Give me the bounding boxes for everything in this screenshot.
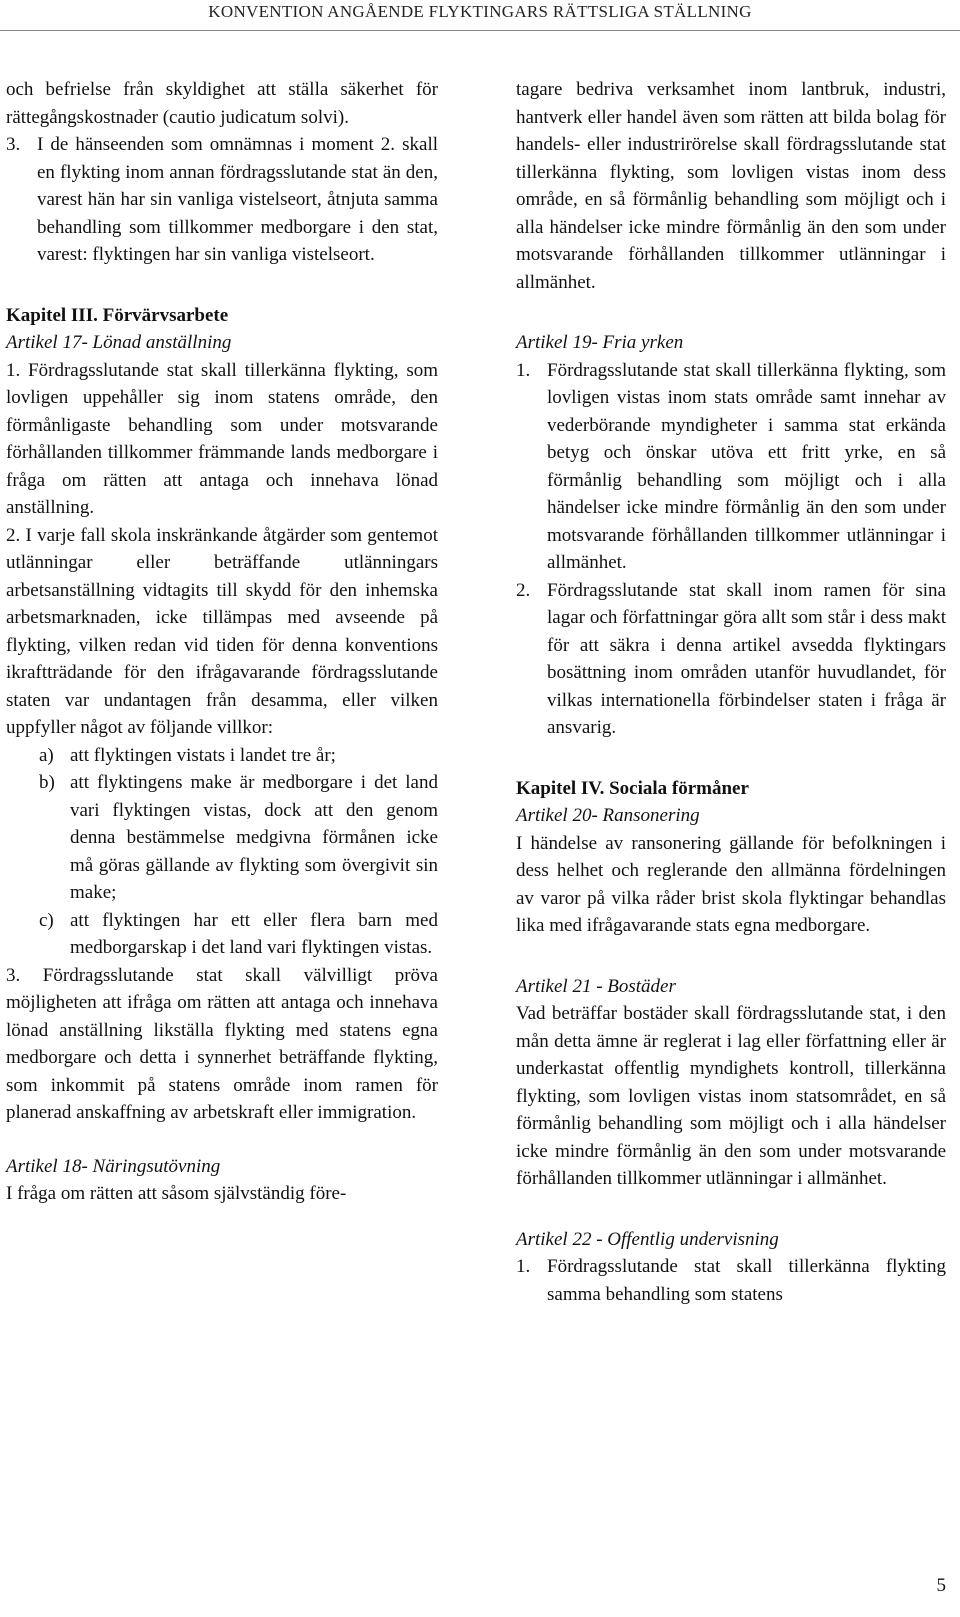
right-column	[516, 76, 946, 1308]
condition-label: b)	[39, 772, 55, 793]
condition-text: att flyktingen har ett eller flera barn med medborgarskap i det land vari flyktingen vistas.	[70, 909, 438, 958]
article-22-heading: Artikel 22 - Offentlig undervisning	[516, 1228, 779, 1250]
condition-label: c)	[39, 909, 54, 931]
condition-b	[6, 769, 438, 907]
item-number: 2.	[516, 579, 531, 601]
condition-label: a)	[39, 744, 54, 766]
condition-a	[6, 742, 438, 770]
paragraph-continuation: och befrielse från skyldighet att ställa säkerhet för rättegångskostnader (cautio judicatum solvi).	[6, 79, 438, 128]
article-17-para-2: 2. I varje fall skola inskränkande åtgärder som gentemot utlänningar eller beträffande utlänningars arbetsanställning vidtagits till skydd för den inhemska arbetsmarknaden, icke tillämpas med avseende på flykting, vilken redan vid tiden för denna konventions ikraftträdande för den ifrågavarande fördragsslutande staten var undantagen från desamma, eller vilken uppfyller något av följande villkor:	[6, 524, 438, 738]
condition-text: att flyktingens make är medborgare i det land vari flyktingen vistas, dock att den genom denna bestämmelse medgivna förmånen icke må göras gällande av flykting som övergivit sin make;	[70, 772, 438, 903]
item-number: 1.	[516, 359, 531, 381]
article-19-heading: Artikel 19- Fria yrken	[516, 332, 684, 353]
article-22-para-1	[516, 1253, 946, 1308]
chapter-heading-3: Kapitel III. Förvärvsarbete	[6, 304, 229, 326]
item-number: 1.	[516, 1256, 531, 1277]
item-number: 3.	[6, 134, 21, 155]
article-20-text: I händelse av ransonering gällande för befolkningen i dess helhet och reglerande den allmänna fördelningen av varor på vilka råder brist skola flyktingar behandlas lika med ifrågavarande stats egna medborgare.	[516, 832, 946, 936]
condition-text: att flyktingen vistats i landet tre år;	[70, 744, 336, 766]
article-19-para-2	[516, 577, 946, 742]
article-19-para-1	[516, 357, 946, 577]
item-text: Fördragsslutande stat skall tillerkänna flykting, som lovligen vistas inom stats område samt innehar av vederbörande myndigheter i samma stat erkända betyg och önskar utöva ett fritt yrke, en så förmånlig behandling som möjligt och i alla händelser icke mindre förmånlig än den som under motsvarande förhållanden tillkommer utlänningar i allmänhet.	[547, 359, 946, 573]
item-text: Fördragsslutande stat skall tillerkänna flykting samma behandling som statens	[547, 1256, 946, 1305]
article-18-text: I fråga om rätten att såsom självständig före-	[6, 1183, 347, 1204]
article-18-heading: Artikel 18- Näringsutövning	[6, 1155, 221, 1177]
article-17-para-1: 1. Fördragsslutande stat skall tillerkänna flykting, som lovligen uppehåller sig inom statens område, den förmånligaste behandling som under motsvarande förhållanden tillkommer främmande lands medborgare i fråga om rätten att antaga och innehava lönad anställning.	[6, 359, 438, 518]
paragraph-item-3	[6, 131, 438, 269]
condition-c	[6, 907, 438, 962]
article-17-heading: Artikel 17- Lönad anställning	[6, 332, 232, 353]
article-20-heading: Artikel 20- Ransonering	[516, 805, 700, 826]
header-divider	[0, 30, 960, 31]
item-text: I de hänseenden som omnämnas i moment 2. skall en flykting inom annan fördragsslutande stat än den, varest hän har sin vanliga vistelseort, åtnjuta samma behandling som tillkommer medborgare i den stat, varest: flyktingen har sin vanliga vistelseort.	[37, 134, 438, 265]
article-21-heading: Artikel 21 - Bostäder	[516, 975, 676, 997]
running-header: KONVENTION ANGÅENDE FLYKTINGARS RÄTTSLIGA STÄLLNING	[208, 2, 752, 21]
article-17-para-3: 3. Fördragsslutande stat skall välvilligt pröva möjligheten att ifråga om rätten att antaga och innehava lönad anställning likställa flykting med statens egna medborgare och detta i synnerhet beträffande flykting, som inkommit på statens område inom ramen för planerad anskaffning av arbetskraft eller immigration.	[6, 964, 438, 1123]
page-number: 5	[936, 1575, 946, 1596]
left-column	[6, 76, 438, 1208]
chapter-heading-4: Kapitel IV. Sociala förmåner	[516, 777, 749, 799]
article-21-text: Vad beträffar bostäder skall fördragsslutande stat, i den mån detta ämne är reglerat i lag eller författning eller är underkastat offentlig myndighets kontroll, tillerkänna flykting, som lovligen vistas inom statsområdet, en så förmånlig behandling som möjligt och i alla händelser icke mindre förmånlig än den som under motsvarande förhållanden tillkommer utlänningar i allmänhet.	[516, 1003, 946, 1189]
item-text: Fördragsslutande stat skall inom ramen för sina lagar och författningar göra allt som står i dess makt för att säkra i denna artikel avsedda flyktingars bosättning inom områden utanför huvudlandet, för vilkas internationella förbindelser staten i fråga är ansvarig.	[547, 579, 946, 738]
article-18-continuation: tagare bedriva verksamhet inom lantbruk, industri, hantverk eller handel även som rätten att bilda bolag för handels- eller industrirörelse skall fördragsslutande stat tillerkänna flykting, som lovligen vistas inom dess område, en så förmånlig behandling som möjligt och i alla händelser icke mindre förmånlig än den som under motsvarande förhållanden tillkommer utlänningar i allmänhet.	[516, 79, 946, 293]
